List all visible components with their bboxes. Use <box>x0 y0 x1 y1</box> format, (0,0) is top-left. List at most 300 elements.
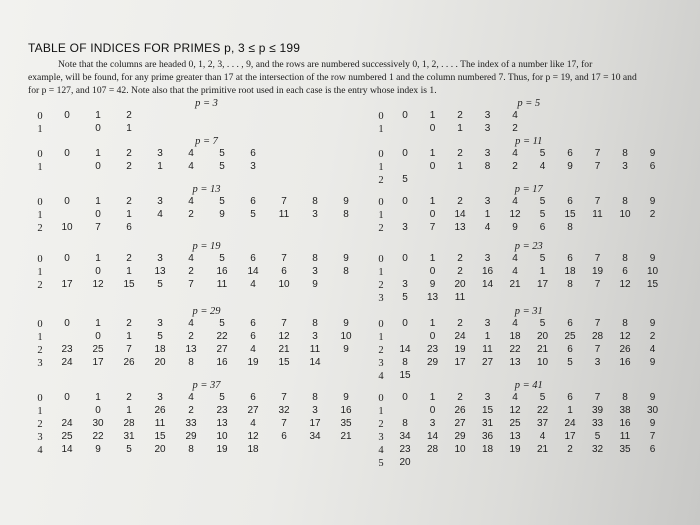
right-index-cell: 10 <box>619 209 631 220</box>
right-index-cell: 14 <box>426 431 439 442</box>
right-index-cell: 1 <box>567 405 573 416</box>
right-index-cell: 30 <box>646 405 659 416</box>
left-row-number: 0 <box>37 197 43 208</box>
left-index-cell: 5 <box>219 148 225 159</box>
right-index-cell: 7 <box>649 431 656 442</box>
left-row-number: 2 <box>37 280 43 291</box>
right-index-cell: 21 <box>536 444 549 455</box>
right-col-header-0: 0 <box>402 253 408 264</box>
right-index-cell: 0 <box>429 123 436 134</box>
right-index-cell: 7 <box>594 279 601 290</box>
right-index-cell: 9 <box>649 392 656 403</box>
left-index-cell: 3 <box>157 148 163 159</box>
right-index-cell: 4 <box>512 196 518 207</box>
right-index-cell: 8 <box>567 222 573 233</box>
right-index-cell: 15 <box>564 209 576 220</box>
left-index-cell: 9 <box>312 279 318 290</box>
left-row-number: 1 <box>37 124 43 135</box>
left-index-cell: 7 <box>188 279 194 290</box>
right-row-number: 0 <box>378 254 384 265</box>
left-index-cell: 4 <box>188 196 194 207</box>
right-index-cell: 9 <box>567 161 573 172</box>
left-index-cell: 25 <box>92 344 104 355</box>
right-index-cell: 10 <box>454 444 466 455</box>
right-index-cell: 28 <box>591 331 604 342</box>
left-index-cell: 18 <box>154 344 166 355</box>
left-index-cell: 12 <box>92 279 104 290</box>
left-index-cell: 0 <box>95 405 101 416</box>
right-index-cell: 13 <box>509 357 521 368</box>
right-index-cell: 23 <box>399 444 411 455</box>
left-index-cell: 24 <box>61 418 73 429</box>
right-index-cell: 22 <box>536 405 549 416</box>
left-index-cell: 3 <box>157 253 163 264</box>
right-row-number: 1 <box>378 210 384 221</box>
right-index-cell: 26 <box>454 405 466 416</box>
right-index-cell: 5 <box>402 292 408 303</box>
right-index-cell: 8 <box>402 418 408 429</box>
right-index-cell: 5 <box>594 431 601 442</box>
left-index-cell: 2 <box>126 196 132 207</box>
left-row-number: 0 <box>37 254 43 265</box>
right-index-cell: 19 <box>454 344 466 355</box>
left-index-cell: 7 <box>95 222 101 233</box>
note-line-3: for p = 127, and 107 = 42. Note also that the primitive root used in each case is the entry whose index is 1. <box>28 85 437 96</box>
left-index-cell: 5 <box>219 392 225 403</box>
left-index-cell: 3 <box>157 392 163 403</box>
right-index-cell: 8 <box>622 253 628 264</box>
left-index-cell: 4 <box>188 318 194 329</box>
left-index-cell: 5 <box>219 253 225 264</box>
right-index-cell: 4 <box>512 253 518 264</box>
right-index-cell: 4 <box>512 110 518 121</box>
left-index-cell: 27 <box>247 405 259 416</box>
right-row-number: 0 <box>378 197 384 208</box>
left-index-cell: 4 <box>188 253 194 264</box>
right-row-number: 1 <box>378 406 384 417</box>
right-row-number: 1 <box>378 267 384 278</box>
right-index-cell: 1 <box>429 196 436 207</box>
left-index-cell: 8 <box>188 357 194 368</box>
right-table-label: p = 17 <box>514 184 543 195</box>
right-index-cell: 6 <box>567 344 573 355</box>
right-index-cell: 24 <box>454 331 466 342</box>
left-index-cell: 1 <box>126 266 132 277</box>
right-index-cell: 6 <box>567 392 573 403</box>
left-index-cell: 4 <box>188 148 194 159</box>
right-index-cell: 18 <box>481 444 494 455</box>
right-col-header-0: 0 <box>402 148 408 159</box>
right-row-number: 2 <box>378 175 384 186</box>
left-index-cell: 9 <box>343 392 349 403</box>
right-row-number: 4 <box>378 445 384 456</box>
left-table-label: p = 37 <box>192 380 221 391</box>
left-index-cell: 6 <box>281 431 287 442</box>
right-index-cell: 2 <box>457 253 463 264</box>
left-table-label: p = 19 <box>192 241 221 252</box>
right-index-cell: 5 <box>539 148 546 159</box>
left-row-number: 1 <box>37 162 43 173</box>
left-index-cell: 26 <box>154 405 166 416</box>
left-index-cell: 16 <box>216 266 228 277</box>
right-index-cell: 2 <box>457 148 463 159</box>
left-index-cell: 8 <box>312 392 318 403</box>
left-index-cell: 15 <box>278 357 290 368</box>
left-index-cell: 6 <box>250 392 256 403</box>
right-index-cell: 27 <box>454 418 466 429</box>
right-index-cell: 14 <box>399 344 411 355</box>
right-index-cell: 3 <box>429 418 436 429</box>
right-index-cell: 2 <box>457 110 463 121</box>
right-index-cell: 14 <box>454 209 466 220</box>
right-index-cell: 3 <box>484 318 491 329</box>
right-index-cell: 36 <box>481 431 494 442</box>
left-index-cell: 29 <box>185 431 197 442</box>
left-index-cell: 7 <box>126 344 132 355</box>
right-index-cell: 9 <box>649 357 656 368</box>
right-row-number: 2 <box>378 280 384 291</box>
right-index-cell: 5 <box>539 209 546 220</box>
right-index-cell: 11 <box>482 344 493 355</box>
right-index-cell: 18 <box>564 266 576 277</box>
right-index-cell: 19 <box>509 444 521 455</box>
left-index-cell: 22 <box>216 331 228 342</box>
right-index-cell: 1 <box>539 266 546 277</box>
left-row-number: 1 <box>37 332 43 343</box>
left-index-cell: 5 <box>250 209 256 220</box>
right-index-cell: 21 <box>509 279 521 290</box>
left-index-cell: 5 <box>157 279 163 290</box>
right-index-cell: 3 <box>484 110 491 121</box>
left-index-cell: 2 <box>126 253 132 264</box>
right-index-cell: 4 <box>539 431 546 442</box>
left-index-cell: 0 <box>95 123 101 134</box>
right-index-cell: 3 <box>402 222 408 233</box>
left-index-cell: 21 <box>340 431 352 442</box>
left-index-cell: 0 <box>95 331 101 342</box>
right-index-cell: 9 <box>649 418 656 429</box>
right-index-cell: 11 <box>619 431 631 442</box>
right-table-label: p = 11 <box>515 136 543 147</box>
left-index-cell: 17 <box>92 357 104 368</box>
note-line-2: example, will be found, for any prime greater than 17 at the intersection of the row numbered 1 and the column numbered 7. Thus, for p = 19, and 17 = 10 and <box>28 72 637 83</box>
left-index-cell: 2 <box>188 331 194 342</box>
left-index-cell: 3 <box>312 331 318 342</box>
left-row-number: 2 <box>37 223 43 234</box>
right-index-cell: 4 <box>512 318 518 329</box>
right-index-cell: 31 <box>481 418 494 429</box>
right-index-cell: 3 <box>484 392 491 403</box>
left-index-cell: 23 <box>216 405 228 416</box>
right-index-cell: 21 <box>536 344 549 355</box>
right-index-cell: 26 <box>619 344 631 355</box>
left-index-cell: 4 <box>188 392 194 403</box>
left-index-cell: 2 <box>126 392 132 403</box>
right-index-cell: 32 <box>591 444 604 455</box>
left-index-cell: 3 <box>250 161 256 172</box>
left-index-cell: 2 <box>126 148 132 159</box>
right-table-label: p = 5 <box>517 98 541 109</box>
left-table-label: p = 7 <box>195 136 218 147</box>
left-index-cell: 7 <box>281 418 287 429</box>
right-index-cell: 5 <box>402 174 408 185</box>
right-index-cell: 1 <box>484 209 491 220</box>
left-index-cell: 9 <box>343 344 349 355</box>
right-index-cell: 4 <box>484 222 491 233</box>
right-index-cell: 13 <box>454 222 466 233</box>
right-index-cell: 6 <box>539 222 546 233</box>
left-index-cell: 35 <box>340 418 352 429</box>
left-index-cell: 4 <box>188 161 194 172</box>
right-index-cell: 37 <box>536 418 549 429</box>
right-index-cell: 11 <box>592 209 603 220</box>
right-index-cell: 10 <box>536 357 549 368</box>
right-row-number: 4 <box>378 371 384 382</box>
left-index-cell: 6 <box>250 148 256 159</box>
right-index-cell: 10 <box>646 266 659 277</box>
left-row-number: 0 <box>37 319 43 330</box>
right-index-cell: 1 <box>429 110 436 121</box>
right-table-label: p = 31 <box>514 306 543 317</box>
right-index-cell: 9 <box>649 318 656 329</box>
left-index-cell: 11 <box>309 344 321 355</box>
right-index-cell: 3 <box>484 148 491 159</box>
left-index-cell: 6 <box>250 331 256 342</box>
right-index-cell: 15 <box>646 279 659 290</box>
left-index-cell: 9 <box>343 253 349 264</box>
right-index-cell: 7 <box>594 196 601 207</box>
right-index-cell: 7 <box>594 318 601 329</box>
right-index-cell: 4 <box>512 148 518 159</box>
right-index-cell: 2 <box>567 444 573 455</box>
right-index-cell: 25 <box>564 331 576 342</box>
left-index-cell: 5 <box>157 331 163 342</box>
right-index-cell: 0 <box>429 209 436 220</box>
right-index-cell: 6 <box>649 161 656 172</box>
right-index-cell: 1 <box>457 161 463 172</box>
right-index-cell: 12 <box>509 405 521 416</box>
right-index-cell: 20 <box>399 457 411 468</box>
right-index-cell: 9 <box>429 279 436 290</box>
right-index-cell: 1 <box>429 253 436 264</box>
left-index-cell: 10 <box>61 222 73 233</box>
left-index-cell: 0 <box>95 266 101 277</box>
right-index-cell: 8 <box>484 161 491 172</box>
left-index-cell: 21 <box>278 344 290 355</box>
right-index-cell: 12 <box>509 209 521 220</box>
left-row-number: 1 <box>37 267 43 278</box>
right-index-cell: 8 <box>622 196 628 207</box>
right-index-cell: 14 <box>481 279 494 290</box>
left-index-cell: 1 <box>126 405 132 416</box>
left-index-cell: 1 <box>95 318 101 329</box>
right-index-cell: 1 <box>457 123 463 134</box>
right-index-cell: 7 <box>429 222 436 233</box>
left-index-cell: 17 <box>309 418 321 429</box>
left-index-cell: 13 <box>154 266 166 277</box>
right-index-cell: 17 <box>564 431 576 442</box>
left-index-cell: 6 <box>126 222 132 233</box>
right-index-cell: 13 <box>426 292 439 303</box>
right-index-cell: 2 <box>457 196 463 207</box>
left-index-cell: 3 <box>312 405 318 416</box>
left-row-number: 0 <box>37 111 43 122</box>
right-index-cell: 5 <box>567 357 573 368</box>
left-index-cell: 15 <box>154 431 166 442</box>
right-index-cell: 6 <box>567 318 573 329</box>
left-index-cell: 6 <box>250 318 256 329</box>
left-index-cell: 3 <box>312 266 318 277</box>
left-row-number: 3 <box>37 432 43 443</box>
right-row-number: 3 <box>378 432 384 443</box>
left-index-cell: 19 <box>216 444 228 455</box>
left-col-header-0: 0 <box>64 318 70 329</box>
right-index-cell: 17 <box>536 279 549 290</box>
left-table-label: p = 3 <box>195 98 218 109</box>
left-col-header-0: 0 <box>64 196 70 207</box>
left-index-cell: 8 <box>188 444 194 455</box>
left-index-cell: 5 <box>126 444 132 455</box>
left-row-number: 1 <box>37 406 43 417</box>
right-index-cell: 6 <box>567 253 573 264</box>
right-row-number: 0 <box>378 111 384 122</box>
right-index-cell: 0 <box>429 405 436 416</box>
left-index-cell: 2 <box>126 110 132 121</box>
right-index-cell: 33 <box>591 418 604 429</box>
right-row-number: 1 <box>378 162 384 173</box>
left-index-cell: 24 <box>61 357 73 368</box>
left-index-cell: 2 <box>126 161 132 172</box>
right-index-cell: 5 <box>539 196 546 207</box>
right-col-header-0: 0 <box>402 318 408 329</box>
right-index-cell: 22 <box>509 344 521 355</box>
left-index-cell: 5 <box>219 196 225 207</box>
left-col-header-0: 0 <box>64 148 70 159</box>
left-index-cell: 2 <box>188 209 194 220</box>
right-index-cell: 8 <box>622 148 628 159</box>
right-col-header-0: 0 <box>402 392 408 403</box>
right-index-cell: 2 <box>512 123 518 134</box>
right-index-cell: 5 <box>539 392 546 403</box>
left-index-cell: 1 <box>95 253 101 264</box>
right-index-cell: 27 <box>481 357 494 368</box>
left-index-cell: 15 <box>123 279 135 290</box>
right-index-cell: 3 <box>484 196 491 207</box>
right-row-number: 1 <box>378 124 384 135</box>
left-index-cell: 1 <box>95 392 101 403</box>
right-index-cell: 38 <box>619 405 631 416</box>
right-row-number: 2 <box>378 345 384 356</box>
left-row-number: 2 <box>37 419 43 430</box>
left-index-cell: 13 <box>216 418 228 429</box>
left-index-cell: 20 <box>154 444 166 455</box>
left-index-cell: 11 <box>216 279 228 290</box>
left-index-cell: 10 <box>278 279 290 290</box>
left-index-cell: 23 <box>61 344 73 355</box>
left-index-cell: 1 <box>95 110 101 121</box>
left-index-cell: 4 <box>250 279 256 290</box>
left-col-header-0: 0 <box>64 253 70 264</box>
right-index-cell: 7 <box>594 392 601 403</box>
right-index-cell: 12 <box>619 279 631 290</box>
right-index-cell: 1 <box>429 318 436 329</box>
right-index-cell: 4 <box>539 161 546 172</box>
right-index-cell: 11 <box>454 292 466 303</box>
right-index-cell: 1 <box>429 148 436 159</box>
left-row-number: 3 <box>37 358 43 369</box>
left-index-cell: 11 <box>154 418 166 429</box>
right-row-number: 3 <box>378 358 384 369</box>
right-index-cell: 3 <box>402 279 408 290</box>
left-index-cell: 8 <box>343 266 349 277</box>
right-index-cell: 15 <box>481 405 494 416</box>
left-col-header-0: 0 <box>64 110 70 121</box>
left-index-cell: 2 <box>188 266 194 277</box>
right-index-cell: 6 <box>567 148 573 159</box>
right-index-cell: 4 <box>512 266 518 277</box>
left-index-cell: 8 <box>312 196 318 207</box>
left-index-cell: 6 <box>250 253 256 264</box>
right-index-cell: 24 <box>564 418 576 429</box>
left-row-number: 2 <box>37 345 43 356</box>
right-index-cell: 23 <box>426 344 439 355</box>
left-index-cell: 1 <box>126 331 132 342</box>
left-index-cell: 5 <box>219 161 225 172</box>
left-index-cell: 33 <box>185 418 197 429</box>
left-index-cell: 1 <box>157 161 163 172</box>
right-index-cell: 12 <box>619 331 631 342</box>
left-index-cell: 0 <box>95 161 101 172</box>
right-index-cell: 29 <box>454 431 466 442</box>
right-row-number: 5 <box>378 458 384 469</box>
right-index-cell: 5 <box>539 318 546 329</box>
left-index-cell: 4 <box>250 418 256 429</box>
right-index-cell: 9 <box>649 196 656 207</box>
left-index-cell: 4 <box>250 344 256 355</box>
left-col-header-0: 0 <box>64 392 70 403</box>
left-index-cell: 2 <box>188 405 194 416</box>
left-index-cell: 10 <box>340 331 352 342</box>
right-row-number: 0 <box>378 393 384 404</box>
left-index-cell: 8 <box>312 253 318 264</box>
right-col-header-0: 0 <box>402 110 408 121</box>
left-index-cell: 0 <box>95 209 101 220</box>
right-index-cell: 16 <box>481 266 494 277</box>
right-index-cell: 2 <box>649 209 656 220</box>
right-index-cell: 4 <box>649 344 656 355</box>
left-table-label: p = 29 <box>192 306 221 317</box>
right-row-number: 2 <box>378 419 384 430</box>
right-index-cell: 3 <box>622 161 628 172</box>
right-index-cell: 6 <box>649 444 656 455</box>
left-index-cell: 25 <box>61 431 73 442</box>
right-index-cell: 3 <box>484 253 491 264</box>
right-index-cell: 3 <box>484 123 491 134</box>
left-index-cell: 9 <box>219 209 225 220</box>
left-index-cell: 1 <box>95 196 101 207</box>
left-index-cell: 7 <box>281 318 287 329</box>
right-index-cell: 18 <box>509 331 521 342</box>
right-index-cell: 9 <box>649 253 656 264</box>
left-index-cell: 13 <box>185 344 197 355</box>
left-index-cell: 28 <box>123 418 135 429</box>
left-index-cell: 12 <box>247 431 259 442</box>
left-index-cell: 5 <box>219 318 225 329</box>
left-index-cell: 16 <box>216 357 228 368</box>
left-index-cell: 9 <box>343 196 349 207</box>
right-index-cell: 1 <box>484 331 491 342</box>
left-index-cell: 14 <box>61 444 73 455</box>
